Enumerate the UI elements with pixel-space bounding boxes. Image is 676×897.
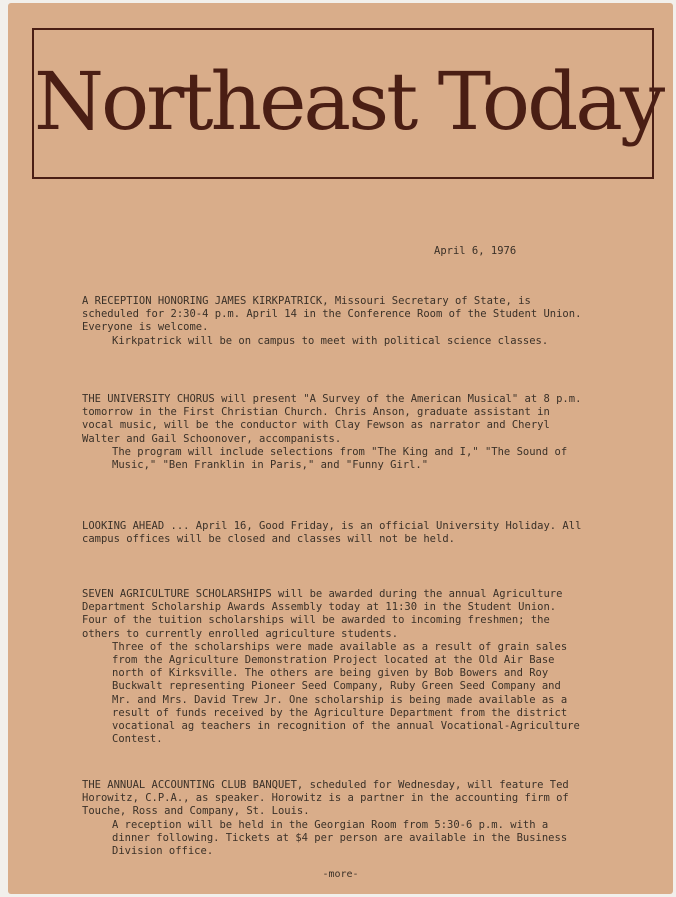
more-marker: -more- (322, 869, 359, 880)
story-paragraph: Kirkpatrick will be on campus to meet with political science classes. (112, 334, 549, 347)
newsletter-page (8, 3, 673, 894)
story-reception (82, 295, 582, 348)
story-paragraph: THE UNIVERSITY CHORUS will present "A Survey of the American Musical" at 8 p.m. tomorrow in the First Christian Church. Chris Anson, graduate assistant in vocal music, will be the conductor with Clay Fewson as narrator and Cheryl Walter and Gail Schoonover, accompanists. (82, 393, 582, 445)
masthead-title: Northeast Today (34, 55, 663, 148)
story-paragraph: SEVEN AGRICULTURE SCHOLARSHIPS will be awarded during the annual Agriculture Department Scholarship Awards Assembly today at 11:30 in the Student Union. Four of the tuition scholarships will be awarded to incoming freshmen; the others to currently enrolled agriculture students. (82, 588, 563, 640)
story-looking-ahead (82, 520, 582, 546)
masthead (32, 28, 663, 179)
story-paragraph: A reception will be held in the Georgian Room from 5:30-6 p.m. with a dinner following. Tickets at $4 per person are available in the Business Division office. (112, 818, 568, 858)
story-paragraph: The program will include selections from "The King and I," "The Sound of Music," "Ben Franklin in Paris," and "Funny Girl." (112, 445, 568, 472)
story-agriculture-scholarships (82, 588, 582, 746)
story-paragraph: THE ANNUAL ACCOUNTING CLUB BANQUET, scheduled for Wednesday, will feature Ted Horowitz, C.P.A., as speaker. Horowitz is a partner in the accounting firm of Touche, Ross and Company, St. Louis. (82, 779, 569, 818)
story-chorus (82, 393, 582, 472)
issue-date: April 6, 1976 (434, 245, 517, 257)
story-paragraph: Three of the scholarships were made available as a result of grain sales from the Agriculture Demonstration Project located at the Old Air Base north of Kirksville. The others are being given by Bob Bowers and Roy Buckwalt representing Pioneer Seed Company, Ruby Green Seed Company and Mr. and Mrs. David Trew Jr. One scholarship is being made available as a result of funds received by the Agriculture Department from the district vocational ag teachers in recognition of the annual Vocational-Agriculture Contest. (112, 640, 580, 746)
story-paragraph: LOOKING AHEAD ... April 16, Good Friday, is an official University Holiday. All campus offices will be closed and classes will not be held. (82, 520, 582, 546)
story-paragraph: A RECEPTION HONORING JAMES KIRKPATRICK, Missouri Secretary of State, is scheduled for 2:30-4 p.m. April 14 in the Conference Room of the Student Union. Everyone is welcome. (82, 295, 582, 334)
story-accounting-banquet (82, 779, 582, 858)
